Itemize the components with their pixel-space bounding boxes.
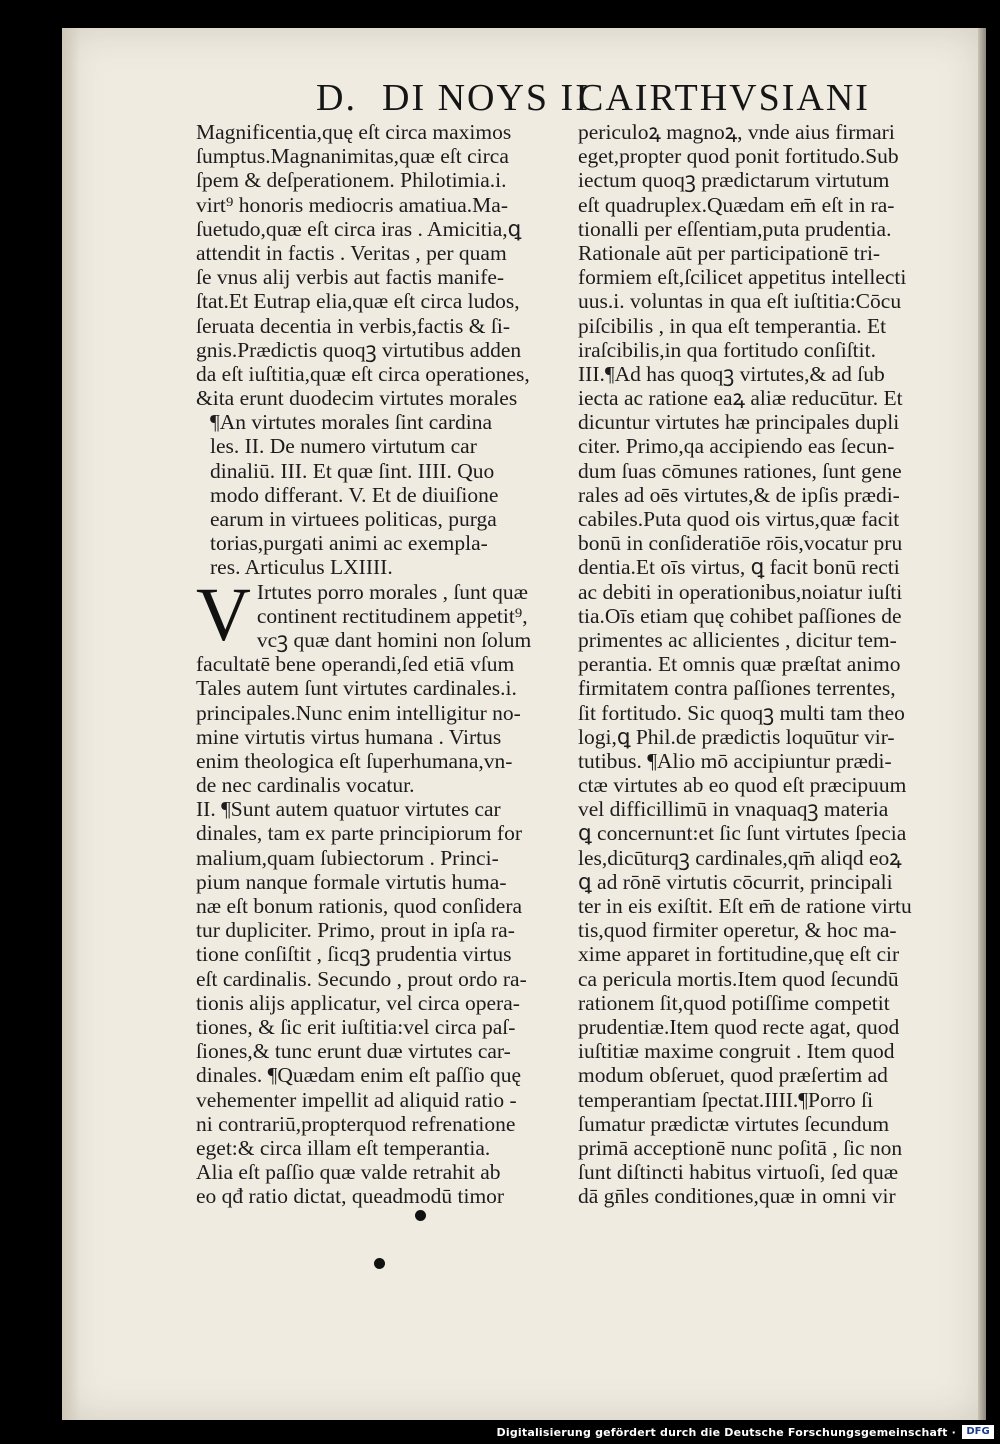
text-line: dum ſuas cōmunes rationes, ſunt gene — [578, 458, 902, 483]
text-line: pium nanque formale virtutis huma- — [196, 869, 507, 894]
text-line: continent rectitudinem appetit⁹, — [256, 603, 528, 628]
text-line: perantia. Et omnis quæ præſtat animo — [578, 652, 901, 677]
text-line: tia.Oīs etiam quę cohibet paſſiones de — [578, 603, 902, 628]
text-line: tione conſiſtit , ſicqꝫ prudentia virtus — [196, 942, 512, 967]
text-line: firmitatem contra paſſiones terrentes, — [578, 676, 896, 701]
text-line: ꝗ ad rōnē virtutis cōcurrit, principali — [578, 869, 893, 894]
text-line: Irtutes porro morales , ſunt quæ — [256, 579, 528, 604]
text-line: temperantiam ſpectat.IIII.¶Porro ſi — [578, 1087, 874, 1112]
text-line: eſt cardinalis. Secundo , prout ordo ra- — [196, 966, 527, 991]
text-line: tionis alijs applicatur, vel circa opera- — [196, 990, 520, 1015]
text-line: principales.Nunc enim intelligitur no- — [196, 700, 521, 725]
left-text-column — [196, 120, 576, 1208]
text-line: iuſtitiæ maxime congruit . Item quod — [578, 1039, 895, 1064]
text-line: les,dicūturqꝫ cardinales,qm̄ aliqd eoꝝ — [578, 845, 902, 870]
text-line: ſumatur prædictæ virtutes ſecundum — [578, 1111, 890, 1136]
text-line: mine virtutis virtus humana . Virtus — [196, 724, 502, 749]
text-line: ſtat.Et Eutrap elia,quæ eſt circa ludos, — [196, 289, 520, 314]
ink-dot — [415, 1210, 426, 1221]
text-line: ſuetudo,quæ eſt circa iras . Amicitia,ꝗ — [196, 216, 522, 241]
text-line: eget,propter quod ponit fortitudo.Sub — [578, 144, 899, 169]
text-line: ca pericula mortis.Item quod ſecundū — [578, 966, 899, 991]
text-line: iectum quoqꝫ prædictarum virtutum — [578, 168, 890, 193]
text-line: malium,quam ſubiectorum . Princi- — [196, 845, 499, 870]
text-line: primā acceptionē nunc poſitā , ſic non — [578, 1135, 903, 1160]
text-line: dā gn̄les conditiones,quæ in omni vir — [578, 1184, 896, 1209]
text-line: primentes ac allicientes , dicitur tem- — [578, 627, 897, 652]
text-line: gnis.Prædictis quoqꝫ virtutibus adden — [196, 337, 522, 362]
text-line: ter in eis exiſtit. Eſt em̄ de ratione virtu — [578, 894, 912, 918]
text-line: dinaliū. III. Et quæ ſint. IIII. Quo — [210, 458, 495, 483]
drop-cap-initial: V — [196, 572, 251, 657]
text-line: ſe vnus alij verbis aut factis manife- — [196, 265, 505, 290]
text-line: facultatē bene operandi,ſed etiā vſum — [196, 652, 515, 677]
text-line: cabiles.Puta quod ois virtus,quæ facit — [578, 507, 900, 531]
ink-dot — [374, 1258, 385, 1269]
footer-credit: Digitalisierung gefördert durch die Deutsche Forschungsgemeinschaft · — [496, 1426, 956, 1439]
text-line: eſt quadruplex.Quædam em̄ eſt in ra- — [578, 192, 895, 217]
text-line: vcꝫ quæ dant homini non ſolum — [256, 627, 532, 652]
text-line: ctæ virtutes ab eo quod eſt præcipuum — [578, 773, 907, 798]
page-edge — [978, 28, 986, 1420]
text-line: prudentiæ.Item quod recte agat, quod — [578, 1014, 900, 1039]
text-line: bonū in conſideratiōe rōis,vocatur pru — [578, 531, 903, 556]
text-line: &ita erunt duodecim virtutes morales — [196, 386, 518, 411]
text-line: xime apparet in fortitudine,quę eſt cir — [578, 942, 900, 967]
text-line: ſeruata decentia in verbis,factis & ſi- — [196, 313, 511, 338]
page-gutter-shadow — [62, 28, 80, 1420]
text-line: tionalli per eſſentiam,puta prudentia. — [578, 216, 892, 241]
text-line: ac debiti in operationibus,noiatur iuſti — [578, 579, 903, 604]
text-line: ſiones,& tunc erunt duæ virtutes car- — [196, 1039, 511, 1064]
text-line: tis,quod firmiter operetur, & hoc ma- — [578, 918, 897, 943]
text-line: ¶An virtutes morales ſint cardina — [210, 410, 492, 435]
text-line: earum in virtuees politicas, purga — [210, 507, 497, 531]
text-line: torias,purgati animi ac exempla- — [210, 531, 488, 556]
text-line: tutibus. ¶Alio mō accipiuntur prædi- — [578, 748, 892, 773]
text-line: III.¶Ad has quoqꝫ virtutes,& ad ſub — [578, 361, 885, 386]
text-line: dinales. ¶Quædam enim eſt paſſio quę — [196, 1063, 522, 1088]
right-text-column — [578, 120, 958, 1208]
text-line: Alia eſt paſſio quæ valde retrahit ab — [196, 1160, 501, 1185]
text-line: næ eſt bonum rationis, quod conſidera — [196, 894, 523, 918]
text-line: ꝗ concernunt:et ſic ſunt virtutes ſpecia — [578, 821, 907, 846]
header-order-name: CAIRTHVSIANI — [578, 77, 870, 119]
text-line: iraſcibilis,in qua fortitudo conſiſtit. — [578, 337, 876, 362]
text-line: enim theologica eſt ſuperhumana,vn- — [196, 748, 513, 773]
text-line: citer. Primo,qa accipiendo eas ſecun- — [578, 434, 895, 459]
text-line: ſpem & deſperationem. Philotimia.i. — [196, 168, 507, 193]
text-line: modum obſeruet, quod præſertim ad — [578, 1063, 888, 1088]
text-line: uus.i. voluntas in qua eſt iuſtitia:Cōcu — [578, 289, 902, 314]
text-line: Magnificentia,quę eſt circa maximos — [196, 120, 512, 144]
text-line: rales ad oēs virtutes,& de ipſis prædi- — [578, 482, 900, 507]
text-line: ſunt diſtincti habitus virtuoſi, ſed quæ — [578, 1160, 899, 1185]
text-line: iecta ac ratione eaꝝ aliæ reducūtur. Et — [578, 386, 903, 411]
text-line: dicuntur virtutes hæ principales dupli — [578, 410, 900, 435]
running-header — [316, 76, 886, 119]
text-line: formiem eſt,ſcilicet appetitus intellecti — [578, 265, 907, 290]
text-line: vel difficillimū in vnaquaqꝫ materia — [578, 797, 889, 822]
text-line: vehementer impellit ad aliquid ratio - — [196, 1087, 517, 1112]
text-line: piſcibilis , in qua eſt temperantia. Et — [578, 313, 887, 338]
text-line: ni contrariū,propterquod refrenatione — [196, 1111, 516, 1136]
text-line: tiones, & ſic erit iuſtitia:vel circa paſ- — [196, 1014, 516, 1039]
text-line: Rationale aūt per participationē tri- — [578, 240, 881, 265]
text-line: les. II. De numero virtutum car — [210, 434, 477, 459]
text-line: virt⁹ honoris mediocris amatiua.Ma- — [196, 192, 509, 217]
text-line: rationem ſit,quod potiſſime competit — [578, 990, 890, 1015]
text-line: tur dupliciter. Primo, prout in ipſa ra- — [196, 918, 515, 943]
text-line: ſit fortitudo. Sic quoqꝫ multi tam theo — [578, 700, 905, 725]
text-line: dinales, tam ex parte principiorum for — [196, 821, 522, 846]
header-author-name: DI NOYS II — [382, 77, 590, 119]
text-line: II. ¶Sunt autem quatuor virtutes car — [196, 797, 501, 822]
text-line: de nec cardinalis vocatur. — [196, 773, 415, 798]
text-line: dentia.Et oīs virtus, ꝗ facit bonū recti — [578, 555, 900, 580]
text-line: attendit in factis . Veritas , per quam — [196, 240, 507, 265]
header-folio-letter: D. — [316, 77, 357, 119]
digitization-footer — [0, 1422, 1000, 1444]
text-line: modo differant. V. Et de diuiſione — [210, 482, 499, 507]
text-line: eget:& circa illam eſt temperantia. — [196, 1135, 491, 1160]
text-line: ſumptus.Magnanimitas,quæ eſt circa — [196, 144, 509, 169]
text-line: da eſt iuſtitia,quæ eſt circa operationes, — [196, 361, 530, 386]
dfg-logo: DFG — [962, 1425, 994, 1439]
text-line: periculoꝝ magnoꝝ, vnde aius firmari — [578, 120, 895, 144]
text-line: eo qđ ratio dictat, queadmodū timor — [196, 1184, 505, 1209]
text-line: Tales autem ſunt virtutes cardinales.i. — [196, 676, 517, 701]
text-line: res. Articulus LXIIII. — [210, 555, 393, 580]
text-line: logi,ꝗ Phil.de prædictis loquūtur vir- — [578, 724, 895, 749]
